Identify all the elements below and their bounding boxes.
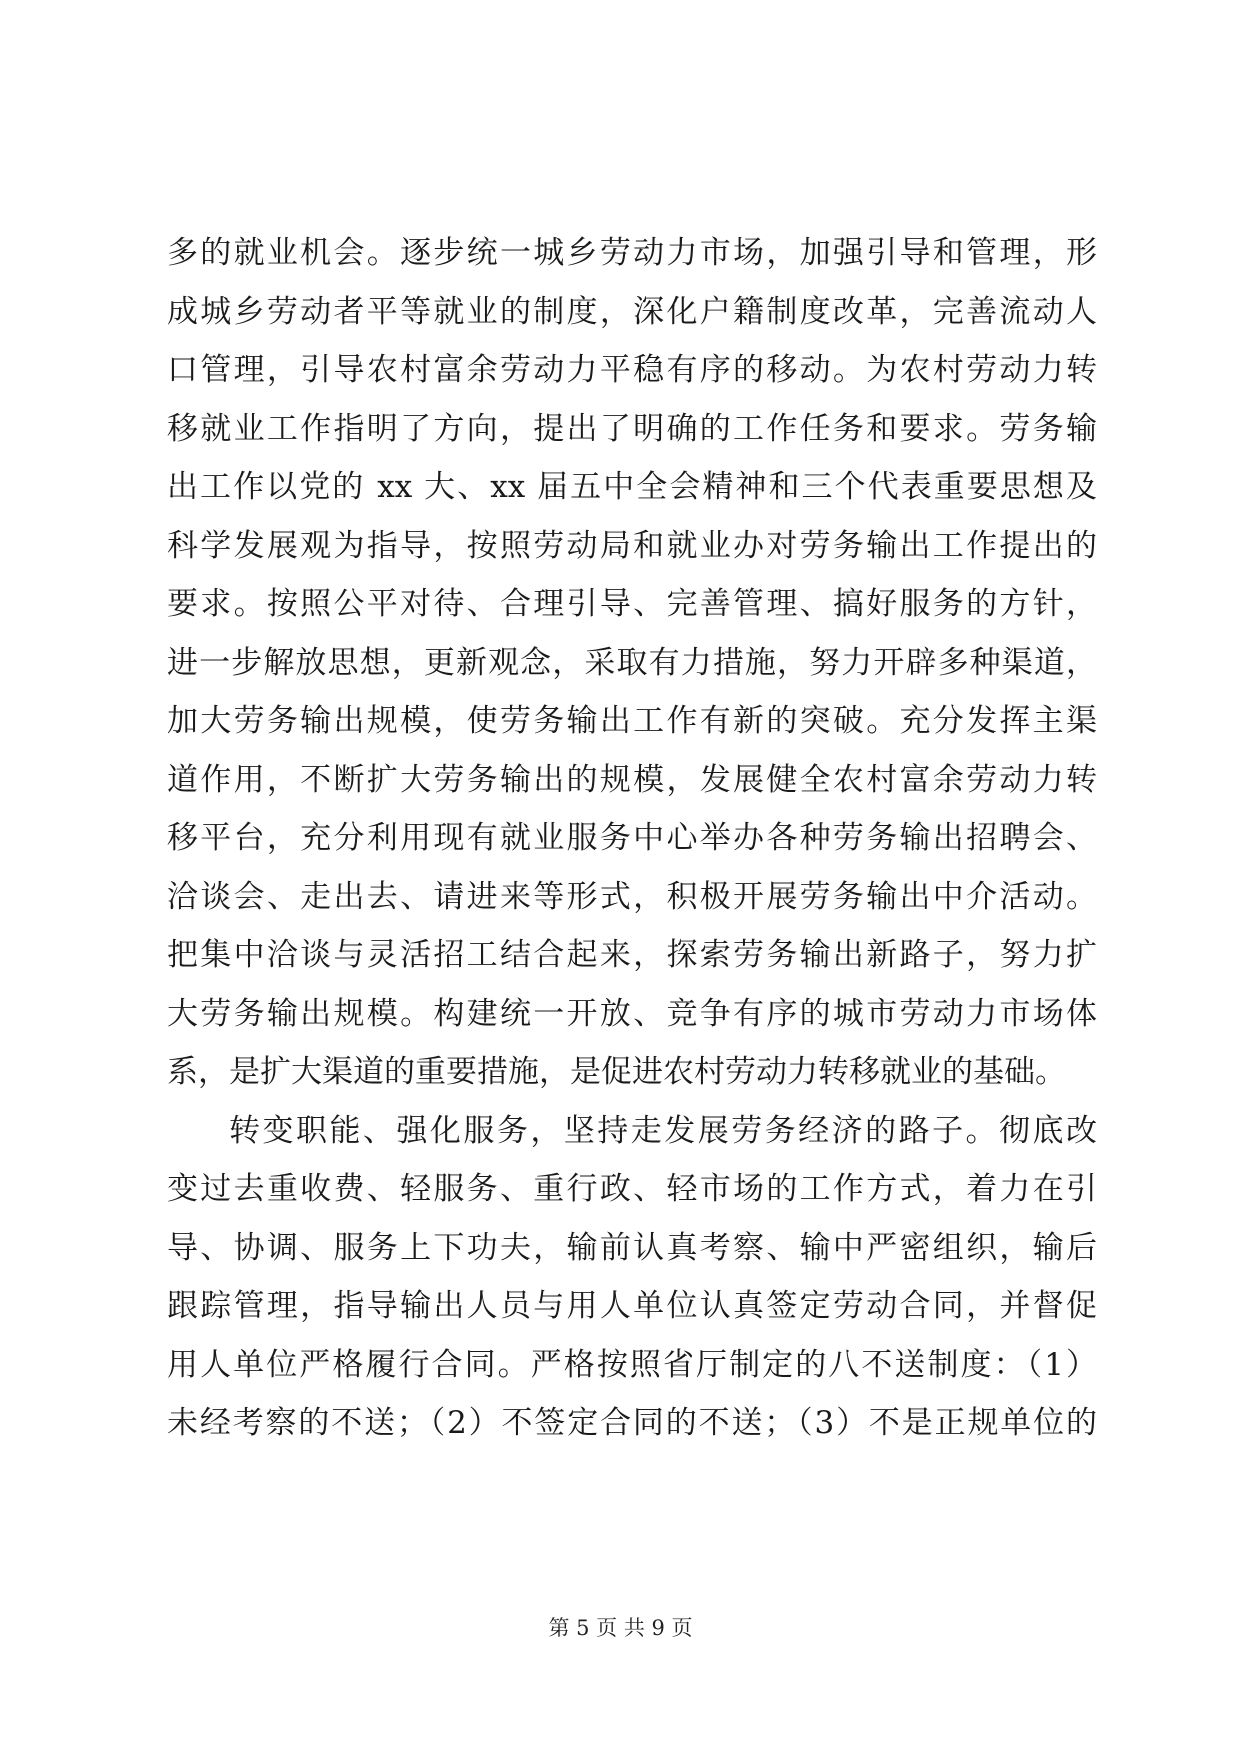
text-line: 出工作以党的 xx 大、xx 届五中全会精神和三个代表重要思想及 bbox=[167, 469, 1097, 505]
text-line: 要求。按照公平对待、合理引导、完善管理、搞好服务的方针， bbox=[167, 586, 1097, 622]
text-line: 移就业工作指明了方向，提出了明确的工作任务和要求。劳务输 bbox=[167, 410, 1097, 447]
paragraph bbox=[167, 1102, 1097, 1453]
text-line: 转变职能、强化服务，坚持走发展劳务经济的路子。彻底改 bbox=[229, 1112, 1097, 1149]
text-line: 跟踪管理，指导输出人员与用人单位认真签定劳动合同，并督促 bbox=[167, 1288, 1097, 1324]
text-line: 导、协调、服务上下功夫，输前认真考察、输中严密组织，输后 bbox=[167, 1229, 1097, 1266]
text-line: 系，是扩大渠道的重要措施，是促进农村劳动力转移就业的基础。 bbox=[167, 1054, 1066, 1090]
text-line: 把集中洽谈与灵活招工结合起来，探索劳务输出新路子，努力扩 bbox=[167, 937, 1097, 973]
text-line: 用人单位严格履行合同。严格按照省厅制定的八不送制度：（1） bbox=[167, 1346, 1097, 1383]
text-line: 道作用，不断扩大劳务输出的规模，发展健全农村富余劳动力转 bbox=[167, 761, 1097, 798]
text-line: 口管理，引导农村富余劳动力平稳有序的移动。为农村劳动力转 bbox=[167, 352, 1097, 388]
document-body bbox=[167, 224, 1097, 1453]
text-line: 加大劳务输出规模，使劳务输出工作有新的突破。充分发挥主渠 bbox=[167, 703, 1097, 739]
page-footer bbox=[0, 1612, 1241, 1642]
text-line: 移平台，充分利用现有就业服务中心举办各种劳务输出招聘会、 bbox=[167, 820, 1097, 856]
text-line: 进一步解放思想，更新观念，采取有力措施，努力开辟多种渠道， bbox=[167, 644, 1097, 681]
text-line: 多的就业机会。逐步统一城乡劳动力市场，加强引导和管理，形 bbox=[167, 235, 1097, 271]
text-line: 科学发展观为指导，按照劳动局和就业办对劳务输出工作提出的 bbox=[167, 527, 1097, 564]
text-line: 成城乡劳动者平等就业的制度，深化户籍制度改革，完善流动人 bbox=[167, 293, 1097, 330]
text-line: 变过去重收费、轻服务、重行政、轻市场的工作方式，着力在引 bbox=[167, 1171, 1097, 1207]
page-number-label: 第 5 页 共 9 页 bbox=[548, 1616, 693, 1640]
text-line: 未经考察的不送；（2）不签定合同的不送；（3）不是正规单位的 bbox=[167, 1405, 1097, 1441]
text-line: 洽谈会、走出去、请进来等形式，积极开展劳务输出中介活动。 bbox=[167, 878, 1097, 915]
paragraph bbox=[167, 224, 1097, 1102]
text-line: 大劳务输出规模。构建统一开放、竞争有序的城市劳动力市场体 bbox=[167, 995, 1097, 1032]
